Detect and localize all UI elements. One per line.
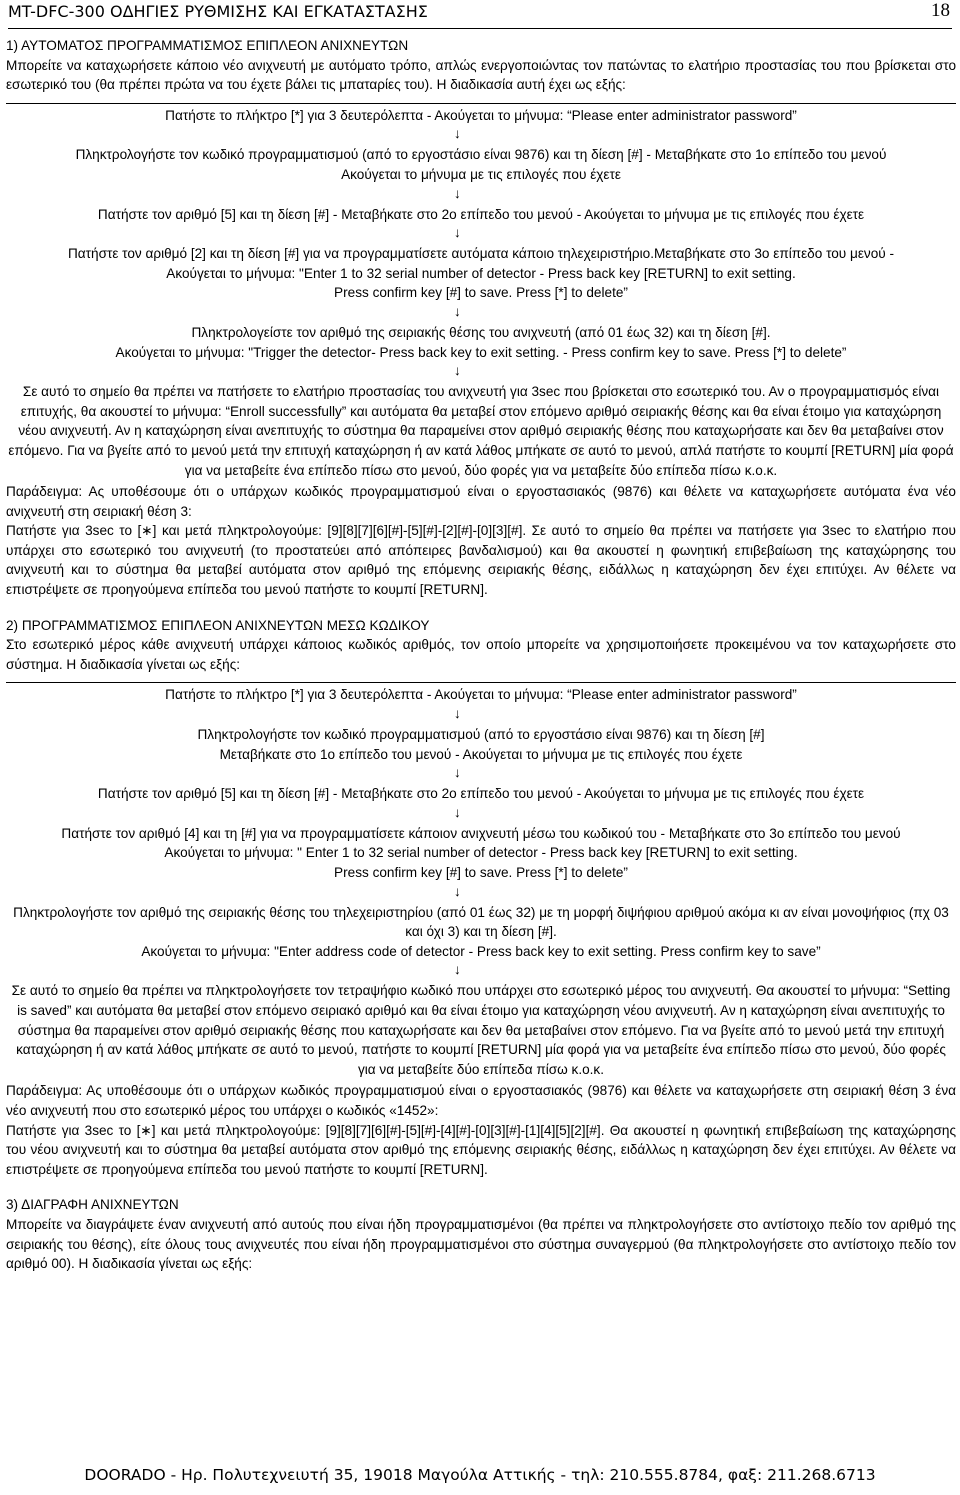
- step-arrow: [6, 185, 956, 201]
- step-arrow: [6, 961, 956, 977]
- example-paragraph: Πατήστε για 3sec το [∗] και μετά πληκτρολογούμε: [9][8][7][6][#]-[5][#]-[4][#]-[0][3][#]-[1][4][5][2][#]. Θα ακουστεί η φωνητική επιβεβαίωση της καταχώρησης του νέου ανιχνευτή και το σύστημα θα μεταβεί αυτόματα στον αριθμό της επόμενης σειριακής θέσης, ειδάλλως η καταχώρηση δεν έχει επιτύχει. Αν θέλετε να επιστρέψετε σε προηγούμενα επίπεδα του μενού πατήστε το κουμπί [RETURN].: [6, 1122, 956, 1177]
- example-paragraph: Παράδειγμα: Ας υποθέσουμε ότι ο υπάρχων κωδικός προγραμματισμού είναι ο εργοστασιακός (9876) και θέλετε να καταχωρήσετε στη σειριακή θέση 3 ένα νέο ανιχνευτή που στο εσωτερικό μέρος του υπάρχει ο κωδικός «1452»:: [6, 1083, 956, 1118]
- example-paragraph: Παράδειγμα: Ας υποθέσουμε ότι ο υπάρχων κωδικός προγραμματισμού είναι ο εργοστασιακός (9876) και θέλετε να καταχωρήσετε αυτόματα ένα νέο ανιχνευτή στη σειριακή θέση 3:: [6, 484, 956, 519]
- arrow-down-icon: ↓: [454, 225, 461, 241]
- section-title: 2) ΠΡΟΓΡΑΜΜΑΤΙΣΜΟΣ ΕΠΙΠΛΕΟΝ ΑΝΙΧΝΕΥΤΩΝ ΜΕΣΩ ΚΩΔΙΚΟΥ: [6, 617, 430, 633]
- step-text: Press confirm key [#] to save. Press [*] to delete”: [334, 865, 628, 880]
- section-title: 1) ΑΥΤΟΜΑΤΟΣ ΠΡΟΓΡΑΜΜΑΤΙΣΜΟΣ ΕΠΙΠΛΕΟΝ ΑΝΙΧΝΕΥΤΩΝ: [6, 38, 409, 53]
- step-text: Μεταβήκατε στο 1ο επίπεδο του μενού - Ακούγεται το μήνυμα με τις επιλογές που έχετε: [219, 746, 743, 762]
- step-text: Press confirm key [#] to save. Press [*] to delete”: [334, 285, 628, 301]
- step-text: Ακούγεται το μήνυμα: " Enter 1 to 32 serial number of detector - Press back key [RETURN] to exit setting.: [164, 845, 798, 861]
- arrow-down-icon: ↓: [454, 363, 461, 379]
- step-text: Πληκτρολογήστε τον αριθμό της σειριακής θέσης του τηλεχειριστηρίου (από 01 έως 32) με τη μορφή διψήφιου αριθμού ακόμα κι αν είναι μονοψήφιος (πχ 03 και όχι 3) και τη δίεση [#].: [13, 904, 949, 940]
- procedure-box: [6, 103, 956, 480]
- step-text: Ακούγεται το μήνυμα: "Trigger the detector- Press back key to exit setting. - Press confirm key to save. Press [*] to delete”: [115, 344, 847, 360]
- document-title: MT-DFC-300 ΟΔΗΓΙΕΣ ΡΥΘΜΙΣΗΣ ΚΑΙ ΕΓΚΑΤΑΣΤΑΣΗΣ: [8, 2, 428, 21]
- page-footer: DOORADO - Ηρ. Πολυτεχνειυτή 35, 19018 Μαγούλα Αττικής - τηλ: 210.555.8784, φαξ: 211.268.6713: [84, 1466, 876, 1484]
- step-text: Πληκτρολογείστε τον αριθμό της σειριακής θέσης του ανιχνευτή (από 01 έως 32) και τη δίεση [#].: [191, 324, 771, 340]
- example-paragraph: Πατήστε για 3sec το [∗] και μετά πληκτρολογούμε: [9][8][7][6][#]-[5][#]-[2][#]-[0][3][#]. Σε αυτό το σημείο θα πρέπει να πατήσετε για 3sec το ελατήριο που υπάρχει στο εσωτερικό του ανιχνευτή (το προστατεύει από απόπειρες βανδαλισμού) και θα ακουστεί η φωνητική επιβεβαίωση της καταχώρησης του ανιχνευτή και το σύστημα θα μεταβεί αυτόματα στον αριθμό της επόμενης σειριακής θέσης, ειδάλλως η καταχώρηση δεν έχει επιτύχει. Αν θέλετε να επιστρέψετε σε προηγούμενα επίπεδα του μενού πατήστε το κουμπί [RETURN].: [6, 523, 956, 598]
- page-header: [8, 0, 952, 29]
- page-number: 18: [931, 0, 950, 21]
- step-text: Σε αυτό το σημείο θα πρέπει να πληκτρολογήσετε τον τετραψήφιο κωδικό που υπάρχει στο εσωτερικό μέρος του ανιχνευτή. Θα ακουστεί το μήνυμα: “Setting is saved” και αυτόματα θα μεταβεί στον επόμενο σειριακό αριθμό και θα είναι έτοιμο για καταχώρηση νέου ανιχνευτή. Αν η καταχώρηση είναι ανεπιτυχής το σύστημα θα παραμείνει στον αριθμό σειριακής θέσης που καταχωρήσατε και δεν θα μεταβαίνει στον επόμενο. Για να βγείτε από το μενού μετά την επιτυχή καταχώρηση ή αν κατά λάθος μπήκατε σε αυτό το μενού, πατήστε το κουμπί [RETURN] μία φορά για να μεταβείτε ένα επίπεδο πίσω στο μενού, δύο φορές για να μεταβείτε δύο επίπεδα πίσω κ.ο.κ.: [11, 983, 951, 1077]
- section-intro: Μπορείτε να διαγράψετε έναν ανιχνευτή από αυτούς που είναι ήδη προγραμματισμένοι (θα πρέπει να πληκτρολογήσετε στο αντίστοιχο πεδίο τον αριθμό της σειριακής του θέσης), είτε όλους τους ανιχνευτές που είναι ήδη προγραμματισμένοι στο σύστημα συναγερμού (θα πληκτρολογήσετε στο αντίστοιχο πεδίο τον αριθμό 00). Η διαδικασία γίνεται ως εξής:: [6, 1216, 956, 1272]
- step-arrow: [6, 224, 956, 240]
- step-text: Πατήστε τον αριθμό [5] και τη δίεση [#] - Μεταβήκατε στο 2ο επίπεδο του μενού - Ακούγεται το μήνυμα με τις επιλογές που έχετε: [97, 786, 865, 802]
- arrow-down-icon: ↓: [454, 765, 461, 781]
- arrow-down-icon: ↓: [454, 883, 461, 899]
- step-arrow: [6, 362, 956, 378]
- arrow-down-icon: ↓: [454, 126, 461, 142]
- arrow-down-icon: ↓: [454, 962, 461, 978]
- section-intro: Στο εσωτερικό μέρος κάθε ανιχνευτή υπάρχει κάποιος κωδικός αριθμός, τον οποίο μπορείτε να χρησιμοποιήσετε προκειμένου να τον καταχωρήσετε στο σύστημα. Η διαδικασία γίνεται ως εξής:: [6, 637, 956, 672]
- step-text: Πατήστε τον αριθμό [5] και τη δίεση [#] - Μεταβήκατε στο 2ο επίπεδο του μενού - Ακούγεται το μήνυμα με τις επιλογές που έχετε: [97, 206, 865, 222]
- arrow-down-icon: ↓: [454, 185, 461, 201]
- step-text: Ακούγεται το μήνυμα με τις επιλογές που έχετε: [341, 166, 621, 182]
- step-text: Πατήστε το πλήκτρο [*] για 3 δευτερόλεπτα - Ακούγεται το μήνυμα: “Please enter administrator password”: [165, 107, 797, 123]
- section-title: 3) ΔΙΑΓΡΑΦΗ ΑΝΙΧΝΕΥΤΩΝ: [6, 1197, 179, 1213]
- arrow-down-icon: ↓: [454, 303, 461, 319]
- step-arrow: [6, 804, 956, 820]
- procedure-box: [6, 682, 956, 1079]
- section-intro: Μπορείτε να καταχωρήσετε κάποιο νέο ανιχνευτή με αυτόματο τρόπο, απλώς ενεργοποιώντας τον πατώντας το ελατήριο προστασίας του που βρίσκεται στο εσωτερικό του (θα πρέπει πρώτα να του έχετε βάλει τις μπαταρίες του). Η διαδικασία αυτή έχει ως εξής:: [6, 57, 956, 93]
- arrow-down-icon: ↓: [454, 804, 461, 820]
- step-arrow: [6, 125, 956, 141]
- step-arrow: [6, 764, 956, 780]
- page-content: [6, 36, 956, 1274]
- step-text: Πατήστε το πλήκτρο [*] για 3 δευτερόλεπτα - Ακούγεται το μήνυμα: “Please enter administrator password”: [165, 687, 797, 703]
- arrow-down-icon: ↓: [454, 706, 461, 722]
- step-text: Πληκτρολογήστε τον κωδικό προγραμματισμού (από το εργοστάσιο είναι 9876) και τη δίεση [#] - Μεταβήκατε στο 1ο επίπεδο του μενού: [75, 147, 887, 163]
- step-text: Ακούγεται το μήνυμα: "Enter 1 to 32 serial number of detector - Press back key [RETURN] to exit setting.: [166, 265, 796, 281]
- step-text: Πατήστε τον αριθμό [2] και τη δίεση [#] για να προγραμματίσετε αυτόματα κάποιο τηλεχειριστήριο.Μεταβήκατε στο 3ο επίπεδο του μενού -: [67, 246, 895, 262]
- step-text: Πληκτρολογήστε τον κωδικό προγραμματισμού (από το εργοστάσιο είναι 9876) και τη δίεση [#]: [197, 727, 765, 743]
- step-text: Σε αυτό το σημείο θα πρέπει να πατήσετε το ελατήριο προστασίας του ανιχνευτή για 3sec που βρίσκεται στο εσωτερικό του. Αν ο προγραμματισμός είναι επιτυχής, θα ακουστεί το μήνυμα: “Enroll successfully” και αυτόματα θα μεταβεί στον επόμενο αριθμό σειριακής θέσης και θα είναι έτοιμο για καταχώρηση νέου ανιχνευτή. Αν η καταχώρηση είναι ανεπιτυχής το σύστημα θα παραμείνει στον αριθμό σειριακής θέσης που καταχωρήσατε και δεν θα μεταβαίνει στον επόμενο. Για να βγείτε από το μενού μετά την επιτυχή καταχώρηση ή αν κατά λάθος μπήκατε σε αυτό το μενού, απλά πατήστε το κουμπί [RETURN] μία φορά για να μεταβείτε ένα επίπεδο πίσω στο μενού, δύο φορές για να μεταβείτε δύο επίπεδα πίσω κ.ο.κ.: [8, 384, 954, 478]
- step-text: Ακούγεται το μήνυμα: "Enter address code of detector - Press back key to exit setting. Press confirm key to save”: [141, 943, 821, 959]
- step-arrow: [6, 303, 956, 319]
- step-arrow: [6, 883, 956, 899]
- step-arrow: [6, 705, 956, 721]
- step-text: Πατήστε τον αριθμό [4] και τη [#] για να προγραμματίσετε κάποιον ανιχνευτή μέσω του κωδικού του - Μεταβήκατε στο 3ο επίπεδο του μενού: [61, 825, 901, 841]
